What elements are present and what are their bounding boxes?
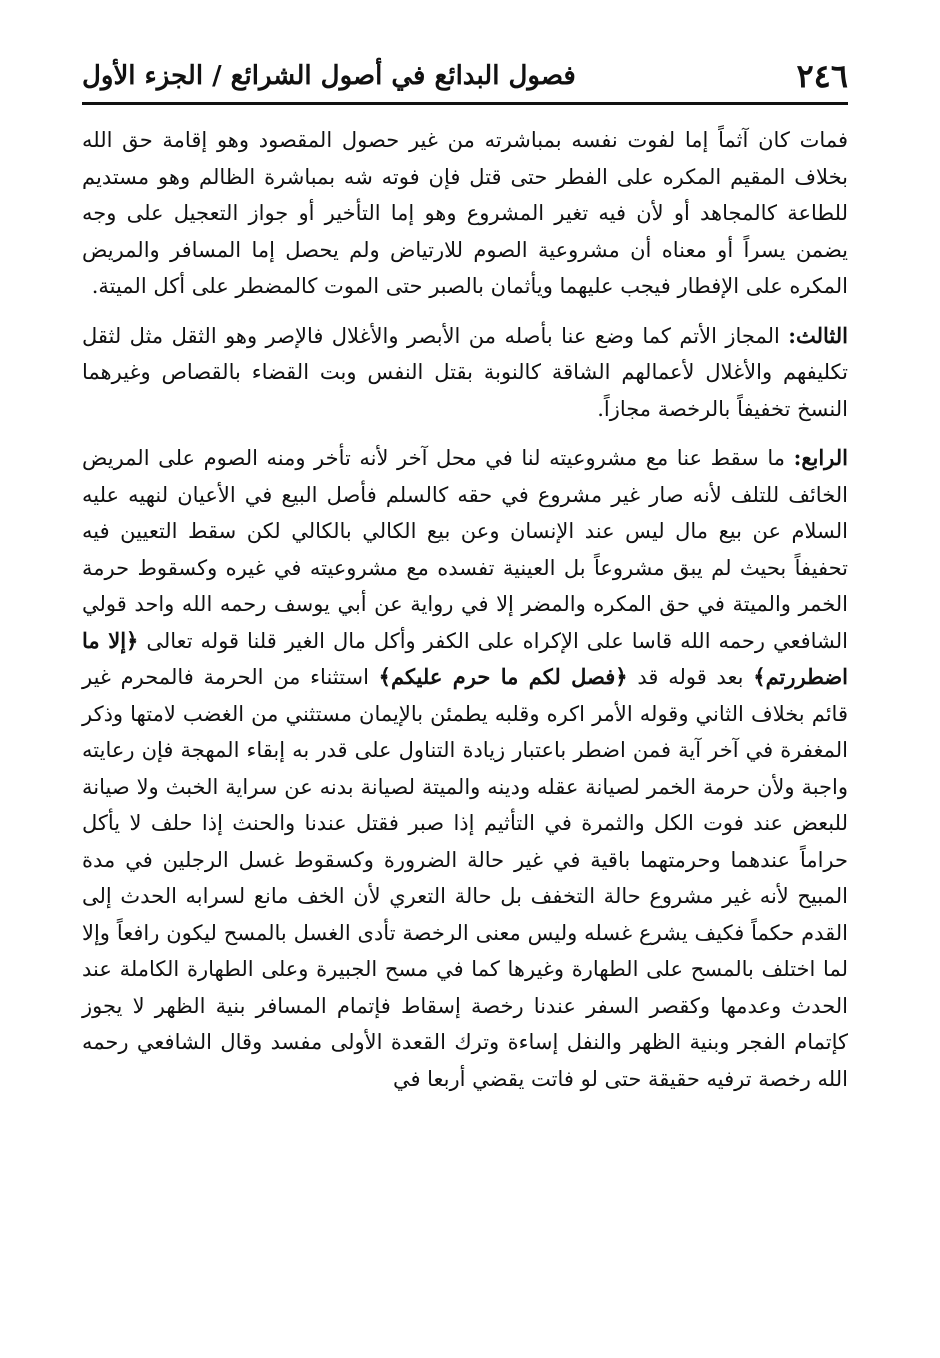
running-title: فصول البدائع في أصول الشرائع / الجزء الأول bbox=[82, 61, 576, 91]
paragraph-continuation bbox=[82, 122, 848, 305]
paragraph-third bbox=[82, 318, 848, 428]
header-divider bbox=[82, 102, 848, 105]
quran-quote: ﴿فصل لكم ما حرم عليكم﴾ bbox=[378, 664, 628, 689]
paragraph-heading: الثالث: bbox=[788, 322, 848, 348]
page-body bbox=[82, 122, 848, 1097]
paragraph-fourth bbox=[82, 440, 848, 1097]
page-number: ٢٤٦ bbox=[796, 57, 848, 95]
paragraph-text: فمات كان آثماً إما لفوت نفسه بمباشرته من غير حصول المقصود وهو إقامة حق الله بخلاف المقيم المكره على الفطر حتى قتل فإن فوته شه بمباشرة الظالم وهو مستديم للطاعة كالمجاهد أو لأن فيه تغير المشروع وهو إما التأخير أو جواز التعجيل على وجه يضمن يسراً أو معناه أن مشروعية الصوم للارتياض ولم يحصل إما المسافر والمريض المكره على الإفطار فيجب عليهما ويأثمان بالصبر حتى الموت كالمضطر على أكل الميتة. bbox=[82, 128, 848, 298]
quran-quote: ﴿إلا ما اضطررتم﴾ bbox=[82, 627, 849, 689]
paragraph-text: ما سقط عنا مع مشروعيته لنا في محل آخر لأنه تأخر ومنه الصوم على المريض الخائف للتلف لأنه صار غير مشروع في حقه كالسلم فأصل البيع في الأعيان لنهيه عليه السلام عن بيع مال ليس عند الإنسان وعن بيع الكالي بالكالي لكن سقط التعيين فيه تحفيفاً بحيث لم يبق مشروعاً بل العينية تفسده مع مشروعيته في غيره وكسقوط حرمة الخمر والميتة في حق المكره والمضر إلا في رواية عن أبي يوسف رحمه الله واحد قولي الشافعي رحمه الله قاسا على الإكراه على الكفر وأكل مال الغير قلنا قوله تعالى bbox=[82, 446, 849, 653]
paragraph-heading: الرابع: bbox=[793, 445, 848, 470]
paragraph-text: بعد قوله قد bbox=[627, 665, 754, 689]
page-header bbox=[82, 50, 848, 106]
paragraph-text: استثناء من الحرمة فالمحرم غير قائم بخلاف الثاني وقوله الأمر اكره وقلبه يطمئن بالإيمان مستثني من الغضب لامتها وذكر المغفرة في آخر آية فمن اضطر باعتبار زيادة التناول على قدر به إبقاء المهجة فإن رعايته واجبة ولأن حرمة الخمر لصيانة عقله ودينه والميتة لصيانة بدنه عن سراية الخبث ولا صيانة للبعض عند فوت الكل والثمرة في التأثيم إذا صبر فقتل عندنا والحنث إذا حلف لا يأكل حراماً عندهما وحرمتهما باقية في غير حالة الضرورة وكسقوط غسل الرجلين في مدة المبيح لأنه غير مشروع حالة التخفف بل حالة التعري لأن الخف مانع لسرابه الحدث إلى القدم حكماً فكيف يشرع غسله وليس معنى الرخصة تأدى الغسل بالمسح ليكون رافعاً وإلا لما اختلف بالمسح على الطهارة وغيرها كما في مسح الجبيرة وعلى الطهارة الكاملة عند الحدث وعدمها وكقصر السفر عندنا رخصة إسقاط فإتمام المسافر بنية الظهر لا يجوز كإتمام الفجر وبنية الظهر والنفل إساءة وترك القعدة الأولى مفسد وقال الشافعي رحمه الله رخصة ترفيه حقيقة حتى لو فاتت يقضي أربعا في bbox=[82, 665, 848, 1091]
paragraph-text: المجاز الأتم كما وضع عنا بأصله من الأبصر والأغلال فالإصر وهو الثقل مثل لثقل تكليفهم والأغلال لأعمالهم الشاقة كالنوبة بقتل النفس وبت القضاء بالقصاص وغيرهما النسخ تخفيفاً بالرخصة مجازاً. bbox=[82, 323, 848, 421]
